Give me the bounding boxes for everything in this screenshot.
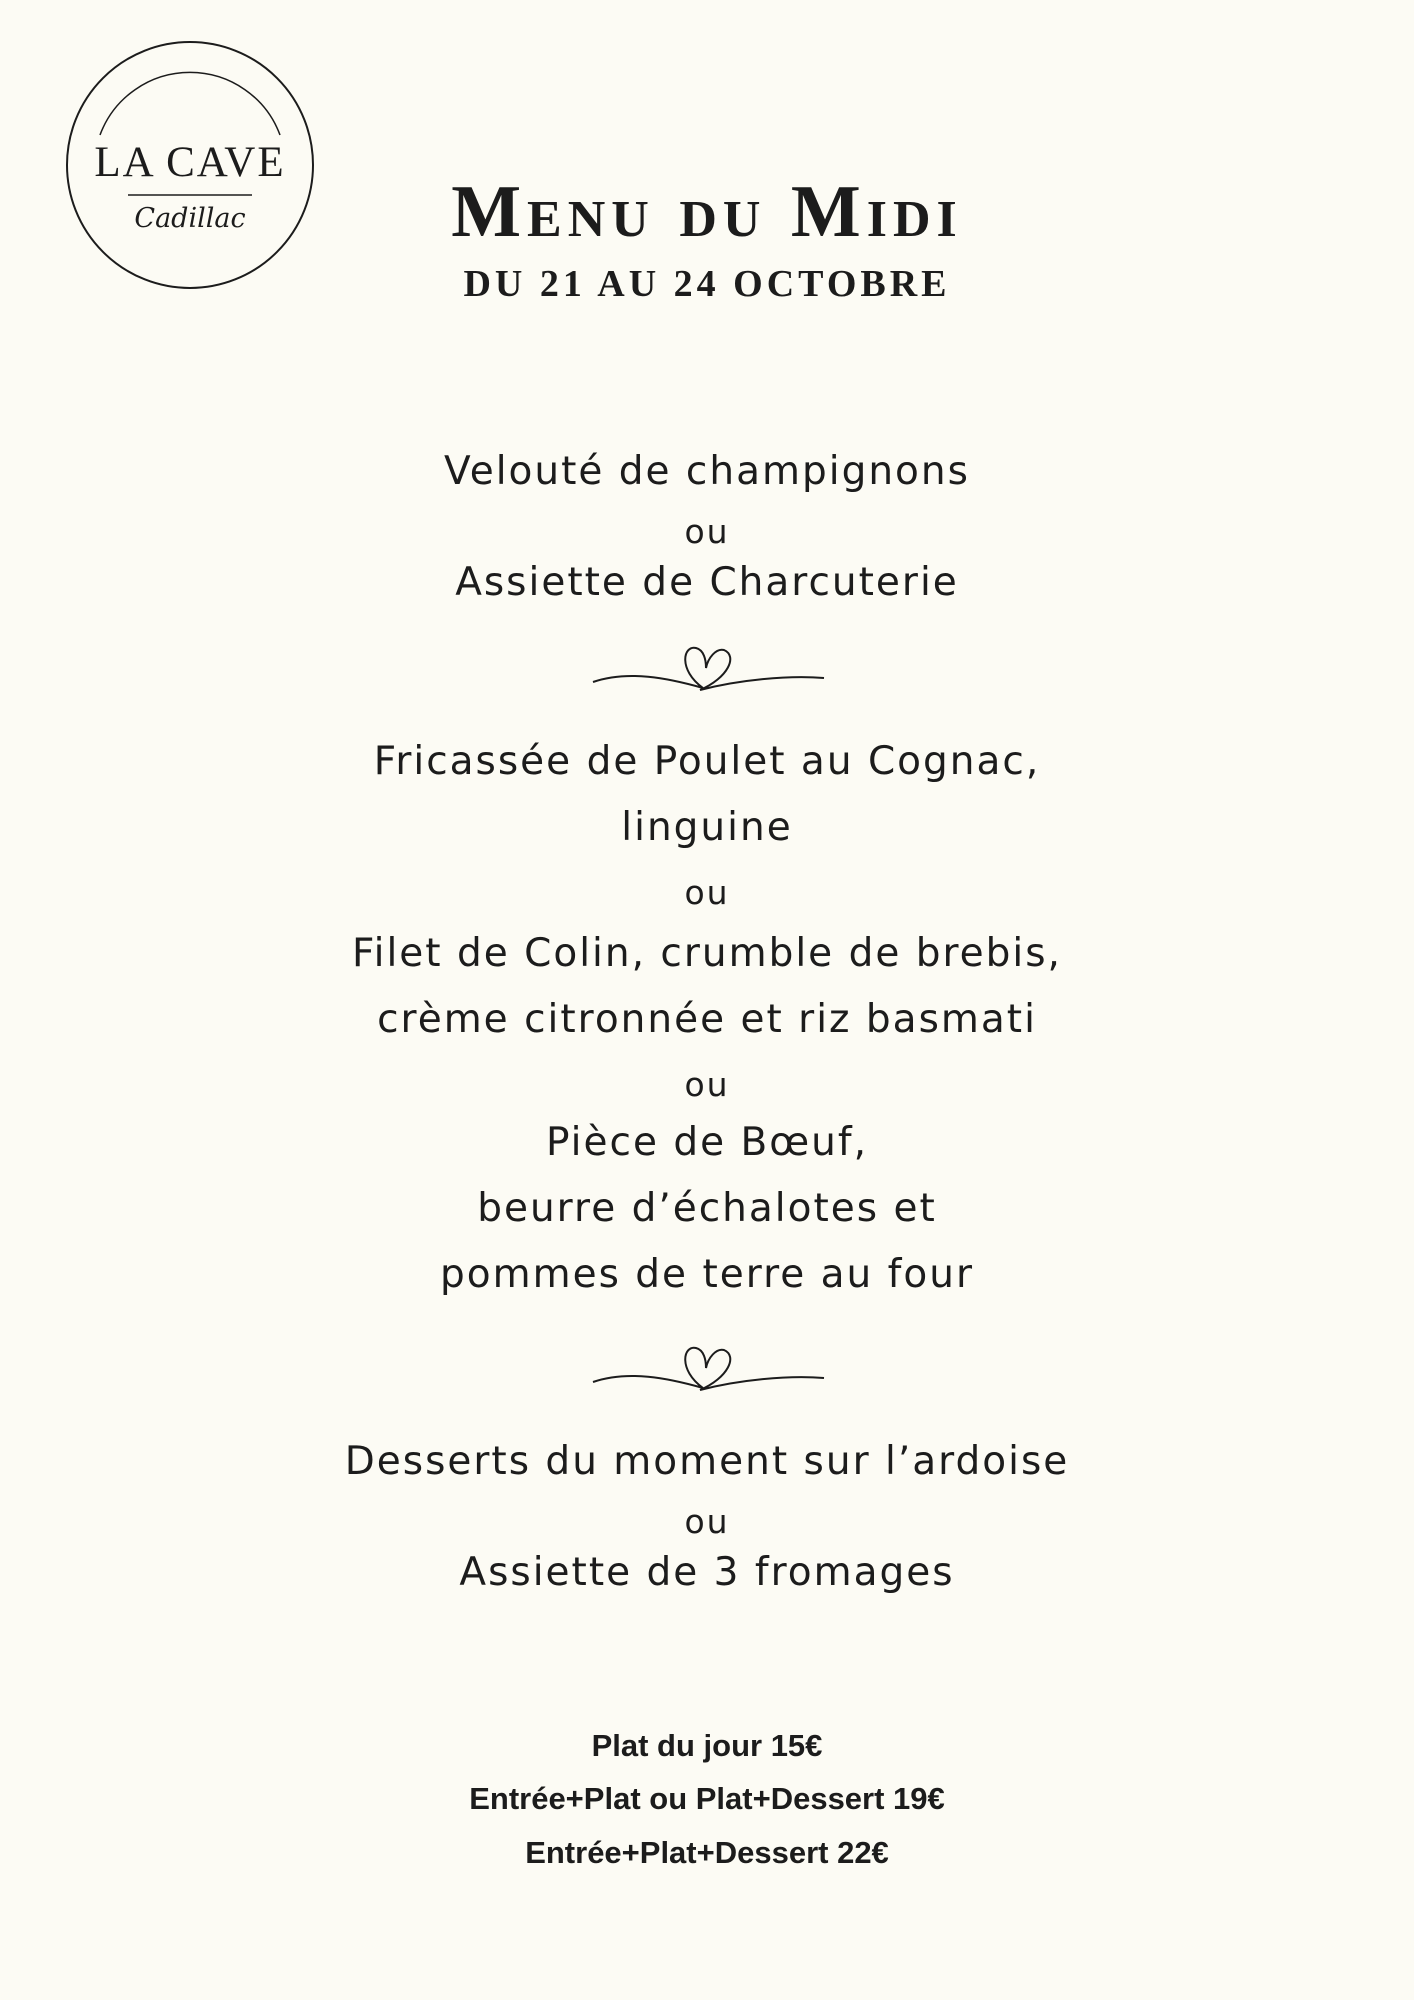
price-line: Plat du jour 15€	[591, 1728, 823, 1763]
price-line: Entrée+Plat+Dessert 22€	[525, 1835, 889, 1870]
dessert-item: Desserts du moment sur l’ardoise	[344, 1439, 1070, 1484]
separator-ou: ou	[684, 512, 730, 551]
plat-item: linguine	[621, 805, 793, 850]
separator-ou: ou	[684, 1502, 730, 1541]
heart-flourish-icon	[588, 1340, 828, 1410]
price-line: Entrée+Plat ou Plat+Dessert 19€	[469, 1781, 945, 1816]
plat-item: Fricassée de Poulet au Cognac,	[373, 739, 1041, 784]
entree-item: Velouté de champignons	[444, 449, 970, 494]
dessert-item: Assiette de 3 fromages	[459, 1550, 955, 1595]
plat-item: Filet de Colin, crumble de brebis,	[352, 931, 1062, 976]
plat-item: pommes de terre au four	[439, 1252, 974, 1297]
logo-sub: Cadillac	[134, 203, 246, 234]
plat-item: beurre d’échalotes et	[477, 1186, 937, 1231]
logo-name: LA CAVE	[94, 139, 286, 186]
plat-item: Pièce de Bœuf,	[546, 1120, 868, 1165]
plat-item: crème citronnée et riz basmati	[377, 997, 1037, 1042]
separator-ou: ou	[684, 1065, 730, 1104]
heart-flourish-icon	[588, 640, 828, 710]
entree-item: Assiette de Charcuterie	[455, 560, 959, 605]
page-title: Menu du Midi	[451, 171, 963, 253]
date-range: DU 21 AU 24 OCTOBRE	[463, 263, 951, 305]
separator-ou: ou	[684, 873, 730, 912]
